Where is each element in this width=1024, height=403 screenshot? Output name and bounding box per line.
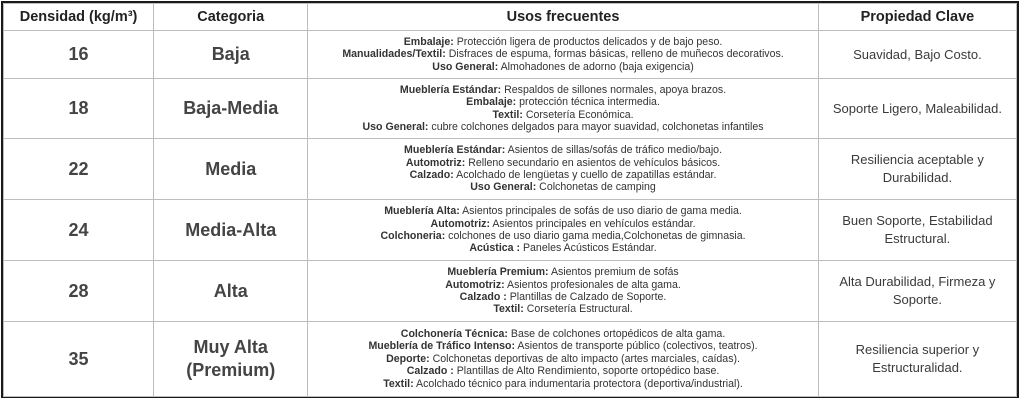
table-row xyxy=(4,79,1017,139)
use-text: Respaldos de sillones normales, apoya brazos. xyxy=(501,83,727,96)
use-line xyxy=(311,36,815,48)
property-line: Buen Soporte, Estabilidad xyxy=(842,213,993,228)
use-label: Mueblería Premium: xyxy=(447,266,549,279)
density-table xyxy=(3,3,1017,397)
use-text: Colchonetas de camping xyxy=(536,181,656,194)
category-cell xyxy=(154,261,308,322)
use-line xyxy=(311,266,815,278)
use-line xyxy=(311,218,815,230)
use-text: Asientos de transporte público (colectivos, teatros). xyxy=(515,340,758,353)
use-label: Manualidades/Textil: xyxy=(342,48,446,61)
header-row xyxy=(4,4,1017,31)
density-cell: 16 xyxy=(4,31,154,79)
density-cell: 22 xyxy=(4,139,154,200)
use-text: cubre colchones delgados para mayor suavidad, colchonetas infantiles xyxy=(428,120,764,133)
category-cell xyxy=(154,79,308,139)
use-label: Colchonería Técnica: xyxy=(400,327,508,340)
use-text: Colchonetas deportivas de alto impacto (artes marciales, caídas). xyxy=(429,352,740,365)
use-label: Mueblería Alta: xyxy=(384,205,460,218)
use-line xyxy=(311,279,815,291)
use-label: Calzado : xyxy=(459,291,507,303)
density-cell: 28 xyxy=(4,261,154,322)
property-line: Durabilidad. xyxy=(882,170,953,185)
category-line: Baja xyxy=(211,44,250,64)
use-line xyxy=(311,96,815,108)
category-cell xyxy=(154,31,308,79)
density-cell: 35 xyxy=(4,322,154,397)
table-row xyxy=(4,261,1017,322)
use-text: Protección ligera de productos delicados y de bajo peso. xyxy=(453,35,723,48)
density-cell: 18 xyxy=(4,79,154,139)
use-label: Calzado : xyxy=(406,365,454,378)
use-text: Asientos de sillas/sofás de tráfico medio/bajo. xyxy=(505,144,723,157)
property-cell xyxy=(818,322,1016,397)
use-line xyxy=(311,121,815,133)
uses-cell xyxy=(308,79,819,139)
use-line xyxy=(311,340,815,352)
use-text: Plantillas de Alto Rendimiento, soporte ortopédico base. xyxy=(453,365,720,378)
use-text: Corsetería Estructural. xyxy=(523,303,633,316)
use-text: protección técnica intermedia. xyxy=(516,96,660,109)
use-text: Relleno secundario en asientos de vehículos básicos. xyxy=(465,156,721,169)
category-line: Media xyxy=(205,158,257,179)
use-line xyxy=(311,291,815,303)
use-text: Corsetería Económica. xyxy=(522,108,634,121)
table-row xyxy=(4,200,1017,261)
use-text: Asientos principales en vehículos estándar. xyxy=(489,217,696,230)
use-line xyxy=(311,328,815,340)
use-label: Colchoneria: xyxy=(380,230,446,242)
use-label: Uso General: xyxy=(362,120,429,133)
use-line xyxy=(311,48,815,60)
header-categoria: Categoria xyxy=(154,4,308,31)
uses-cell xyxy=(308,139,819,200)
use-line xyxy=(311,61,815,73)
use-label: Mueblería Estándar: xyxy=(399,83,502,96)
use-line xyxy=(311,84,815,96)
header-propiedad: Propiedad Clave xyxy=(818,4,1016,31)
use-text: Almohadones de adorno (baja exigencia) xyxy=(498,60,694,73)
category-cell xyxy=(154,322,308,397)
use-label: Mueblería Estándar: xyxy=(404,144,506,157)
uses-cell xyxy=(308,322,819,397)
use-line xyxy=(311,157,815,169)
use-line xyxy=(311,230,815,242)
use-line xyxy=(311,378,815,390)
uses-cell xyxy=(308,200,819,261)
property-line: Soporte Ligero, Maleabilidad. xyxy=(832,100,1002,116)
use-label: Deporte: xyxy=(386,352,430,365)
use-line xyxy=(311,169,815,181)
use-line xyxy=(311,144,815,156)
use-label: Mueblería de Tráfico Intenso: xyxy=(368,340,516,353)
use-label: Textil: xyxy=(383,377,414,390)
property-cell xyxy=(818,200,1016,261)
category-line: Alta xyxy=(213,280,248,301)
use-label: Uso General: xyxy=(470,181,537,194)
use-text: Paneles Acústicos Estándar. xyxy=(520,242,657,255)
use-label: Acústica : xyxy=(469,242,521,255)
property-line: Suavidad, Bajo Costo. xyxy=(853,46,982,62)
property-line: Resiliencia aceptable y xyxy=(850,152,984,167)
use-line xyxy=(311,353,815,365)
property-line: Alta Durabilidad, Firmeza y xyxy=(839,274,996,289)
uses-cell xyxy=(308,31,819,79)
property-cell xyxy=(818,139,1016,200)
category-line: (Premium) xyxy=(186,360,276,380)
use-line xyxy=(311,181,815,193)
category-line: Muy Alta xyxy=(193,337,268,357)
table-row xyxy=(4,322,1017,397)
use-label: Automotriz: xyxy=(445,278,505,291)
use-line xyxy=(311,303,815,315)
table-body xyxy=(4,31,1017,397)
use-line xyxy=(311,205,815,217)
use-text: Asientos premium de sofás xyxy=(548,266,679,279)
property-cell xyxy=(818,79,1016,139)
category-cell xyxy=(154,200,308,261)
use-line xyxy=(311,365,815,377)
category-line: Media-Alta xyxy=(185,219,277,240)
use-text: Acolchado técnico para indumentaria protectora (deportiva/industrial). xyxy=(413,377,743,390)
property-line: Resiliencia superior y xyxy=(855,342,980,357)
property-cell xyxy=(818,31,1016,79)
category-cell xyxy=(154,139,308,200)
property-line: Estructural. xyxy=(884,231,951,246)
density-table-frame xyxy=(1,1,1019,398)
use-text: Base de colchones ortopédicos de alta gama. xyxy=(507,327,726,340)
use-text: Disfraces de espuma, formas básicas, relleno de muñecos decorativos. xyxy=(445,48,784,61)
use-label: Uso General: xyxy=(432,60,499,73)
category-line: Baja-Media xyxy=(183,98,279,118)
use-label: Embalaje: xyxy=(403,35,454,48)
use-line xyxy=(311,242,815,254)
uses-cell xyxy=(308,261,819,322)
header-usos: Usos frecuentes xyxy=(308,4,819,31)
property-cell xyxy=(818,261,1016,322)
use-text: Acolchado de lengüetas y cuello de zapatillas estándar. xyxy=(453,169,717,181)
table-row xyxy=(4,31,1017,79)
use-label: Calzado: xyxy=(409,169,454,181)
use-label: Automotriz: xyxy=(430,217,490,230)
property-line: Estructuralidad. xyxy=(872,360,963,375)
use-text: Plantillas de Calzado de Soporte. xyxy=(506,291,667,303)
use-label: Automotriz: xyxy=(405,156,466,169)
use-text: Asientos profesionales de alta gama. xyxy=(504,278,681,291)
use-label: Textil: xyxy=(493,303,524,316)
use-line xyxy=(311,109,815,121)
property-line: Soporte. xyxy=(892,292,942,307)
use-label: Textil: xyxy=(492,108,523,121)
use-label: Embalaje: xyxy=(466,96,517,109)
header-densidad: Densidad (kg/m³) xyxy=(4,4,154,31)
density-cell: 24 xyxy=(4,200,154,261)
table-row xyxy=(4,139,1017,200)
use-text: Asientos principales de sofás de uso diario de gama media. xyxy=(459,205,742,218)
use-text: colchones de uso diario gama media,Colchonetas de gimnasia. xyxy=(445,230,746,242)
